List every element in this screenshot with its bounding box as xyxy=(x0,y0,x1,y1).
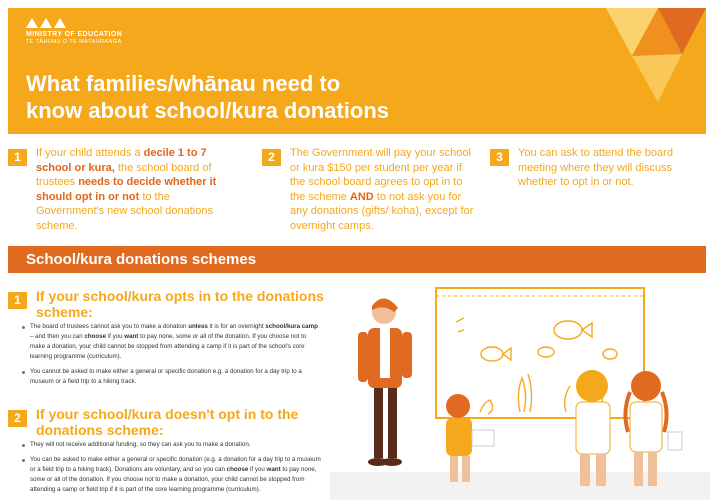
step-text: If your child attends a decile 1 to 7 school or kura, the school board of trustees needs to decide whether it should opt in or not to the Government's new school donations scheme. xyxy=(36,147,217,232)
opt-out-bullets xyxy=(22,440,322,500)
child-figure-right xyxy=(625,371,682,486)
list-item: You cannot be asked to make either a general or specific donation e.g. a donation for a day trip to a museum or a field trip to a hiking track. xyxy=(22,367,322,387)
title-line-2: know about school/kura donations xyxy=(26,98,390,123)
teacher-figure xyxy=(358,298,412,466)
section-number: 1 xyxy=(8,292,27,309)
section-title: If your school/kura doesn't opt in to the donations scheme: xyxy=(36,406,299,438)
section-title: If your school/kura opts in to the donations scheme: xyxy=(36,288,324,320)
opt-in-bullets xyxy=(22,322,322,392)
list-item: You can be asked to make either a general or specific donation (e.g. a donation for a day trip to a museum or a field trip to a hiking track). Donations are voluntary, and so you can choose if you want to pay none, some or all of the donation. If you choose not to make a donation, your child cannot be stopped from attending a camp or field trip if it is part of the core learning programme (curriculum). xyxy=(22,455,322,495)
child-figure-middle xyxy=(576,370,610,486)
page-title xyxy=(26,70,389,124)
logo-main-text: MINISTRY OF EDUCATION xyxy=(26,31,123,38)
section-band-title: School/kura donations schemes xyxy=(8,246,706,273)
logo-sub-text: TE TĀHUHU O TE MĀTAURANGA xyxy=(26,39,122,45)
triangle-logo-icon xyxy=(26,18,122,28)
step-number: 2 xyxy=(262,149,281,166)
museum-illustration xyxy=(330,282,710,500)
title-line-1: What families/whānau need to xyxy=(26,71,341,96)
step-number: 1 xyxy=(8,149,27,166)
header-banner xyxy=(8,8,706,134)
step-text: The Government will pay your school or kura $150 per student per year if the school board agrees to opt in to the scheme AND to not ask you for any donations (gifts/ koha), except for overnight camps. xyxy=(290,147,474,232)
step-text: You can ask to attend the board meeting where they will discuss whether to opt in or not. xyxy=(518,147,673,188)
list-item: They will not receive additional funding, so they can ask you to make a donation. xyxy=(22,440,322,450)
ministry-logo xyxy=(26,18,122,45)
step-number: 3 xyxy=(490,149,509,166)
section-number: 2 xyxy=(8,410,27,427)
list-item: The board of trustees cannot ask you to make a donation unless it is for an overnight school/kura camp – and then you can choose if you want to pay none, some or all of the donation. If you choose not to make a donation, your child cannot be stopped from attending a camp if it is part of the school's core learning programme (curriculum). xyxy=(22,322,322,362)
